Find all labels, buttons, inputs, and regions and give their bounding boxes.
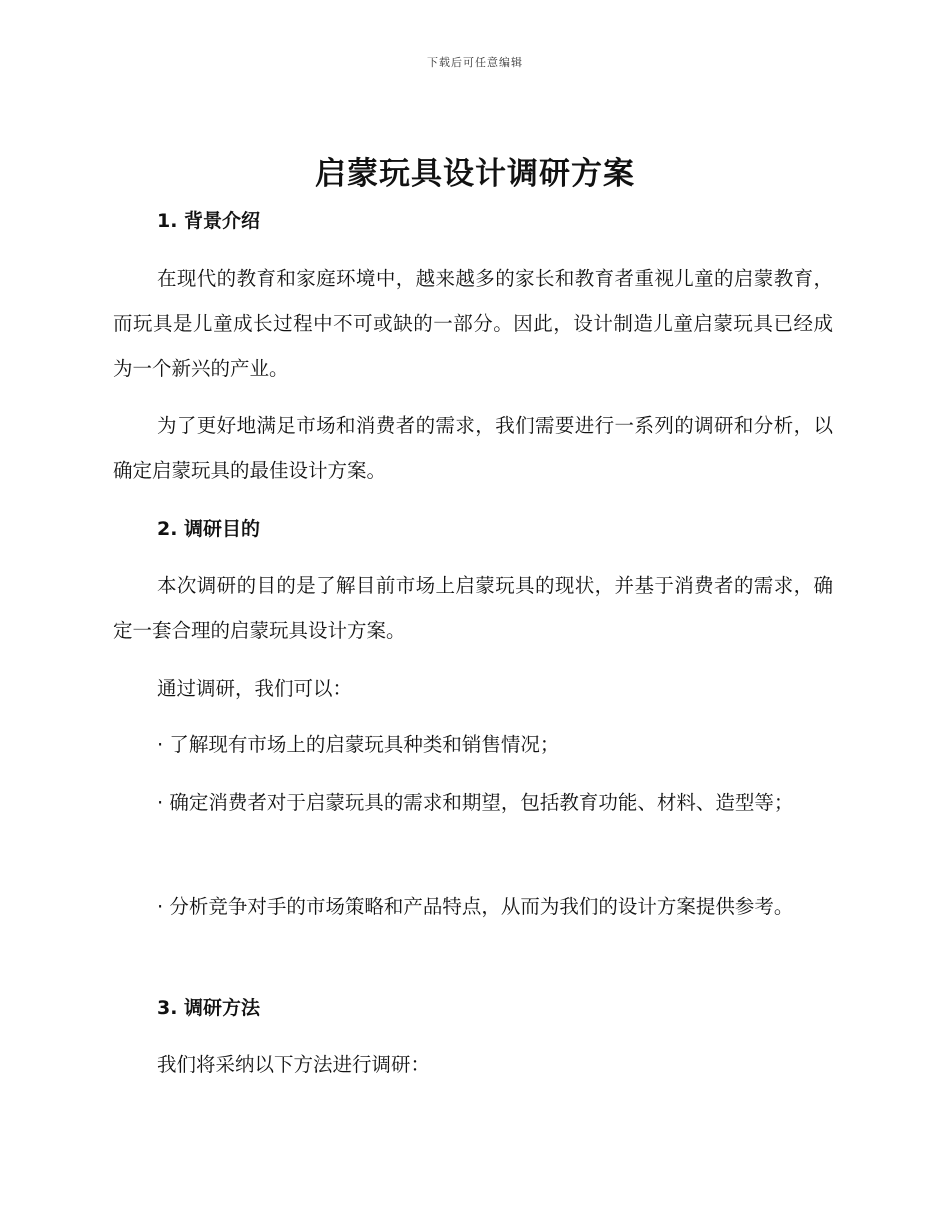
paragraph: 为了更好地满足市场和消费者的需求，我们需要进行一系列的调研和分析，以确定启蒙玩具的最佳设计方案。	[113, 414, 833, 482]
header-note: 下载后可任意编辑	[427, 56, 523, 69]
section-method-body	[113, 1042, 833, 1087]
bullet-item-3	[113, 884, 833, 929]
list-item: · 了解现有市场上的启蒙玩具种类和销售情况；	[157, 733, 560, 756]
section-heading-background: 1. 背景介绍	[157, 210, 261, 232]
document-title: 启蒙玩具设计调研方案	[315, 156, 635, 192]
section-heading-purpose: 2. 调研目的	[157, 518, 261, 540]
paragraph: 通过调研，我们可以：	[157, 677, 353, 700]
section-heading-method: 3. 调研方法	[157, 997, 261, 1019]
paragraph: 在现代的教育和家庭环境中，越来越多的家长和教育者重视儿童的启蒙教育，而玩具是儿童成长过程中不可或缺的一部分。因此，设计制造儿童启蒙玩具已经成为一个新兴的产业。	[113, 267, 833, 380]
section-background-body	[113, 256, 833, 391]
list-item: · 分析竞争对手的市场策略和产品特点，从而为我们的设计方案提供参考。	[157, 895, 794, 918]
bullet-item-2	[113, 780, 833, 825]
section-purpose-intro	[113, 666, 833, 711]
paragraph: 我们将采纳以下方法进行调研：	[157, 1053, 431, 1076]
bullet-item-1	[113, 722, 833, 767]
section-background-body-2	[113, 403, 833, 493]
paragraph: 本次调研的目的是了解目前市场上启蒙玩具的现状，并基于消费者的需求，确定一套合理的启蒙玩具设计方案。	[113, 574, 833, 642]
list-item: · 确定消费者对于启蒙玩具的需求和期望，包括教育功能、材料、造型等；	[157, 791, 794, 814]
section-purpose-body	[113, 563, 833, 653]
